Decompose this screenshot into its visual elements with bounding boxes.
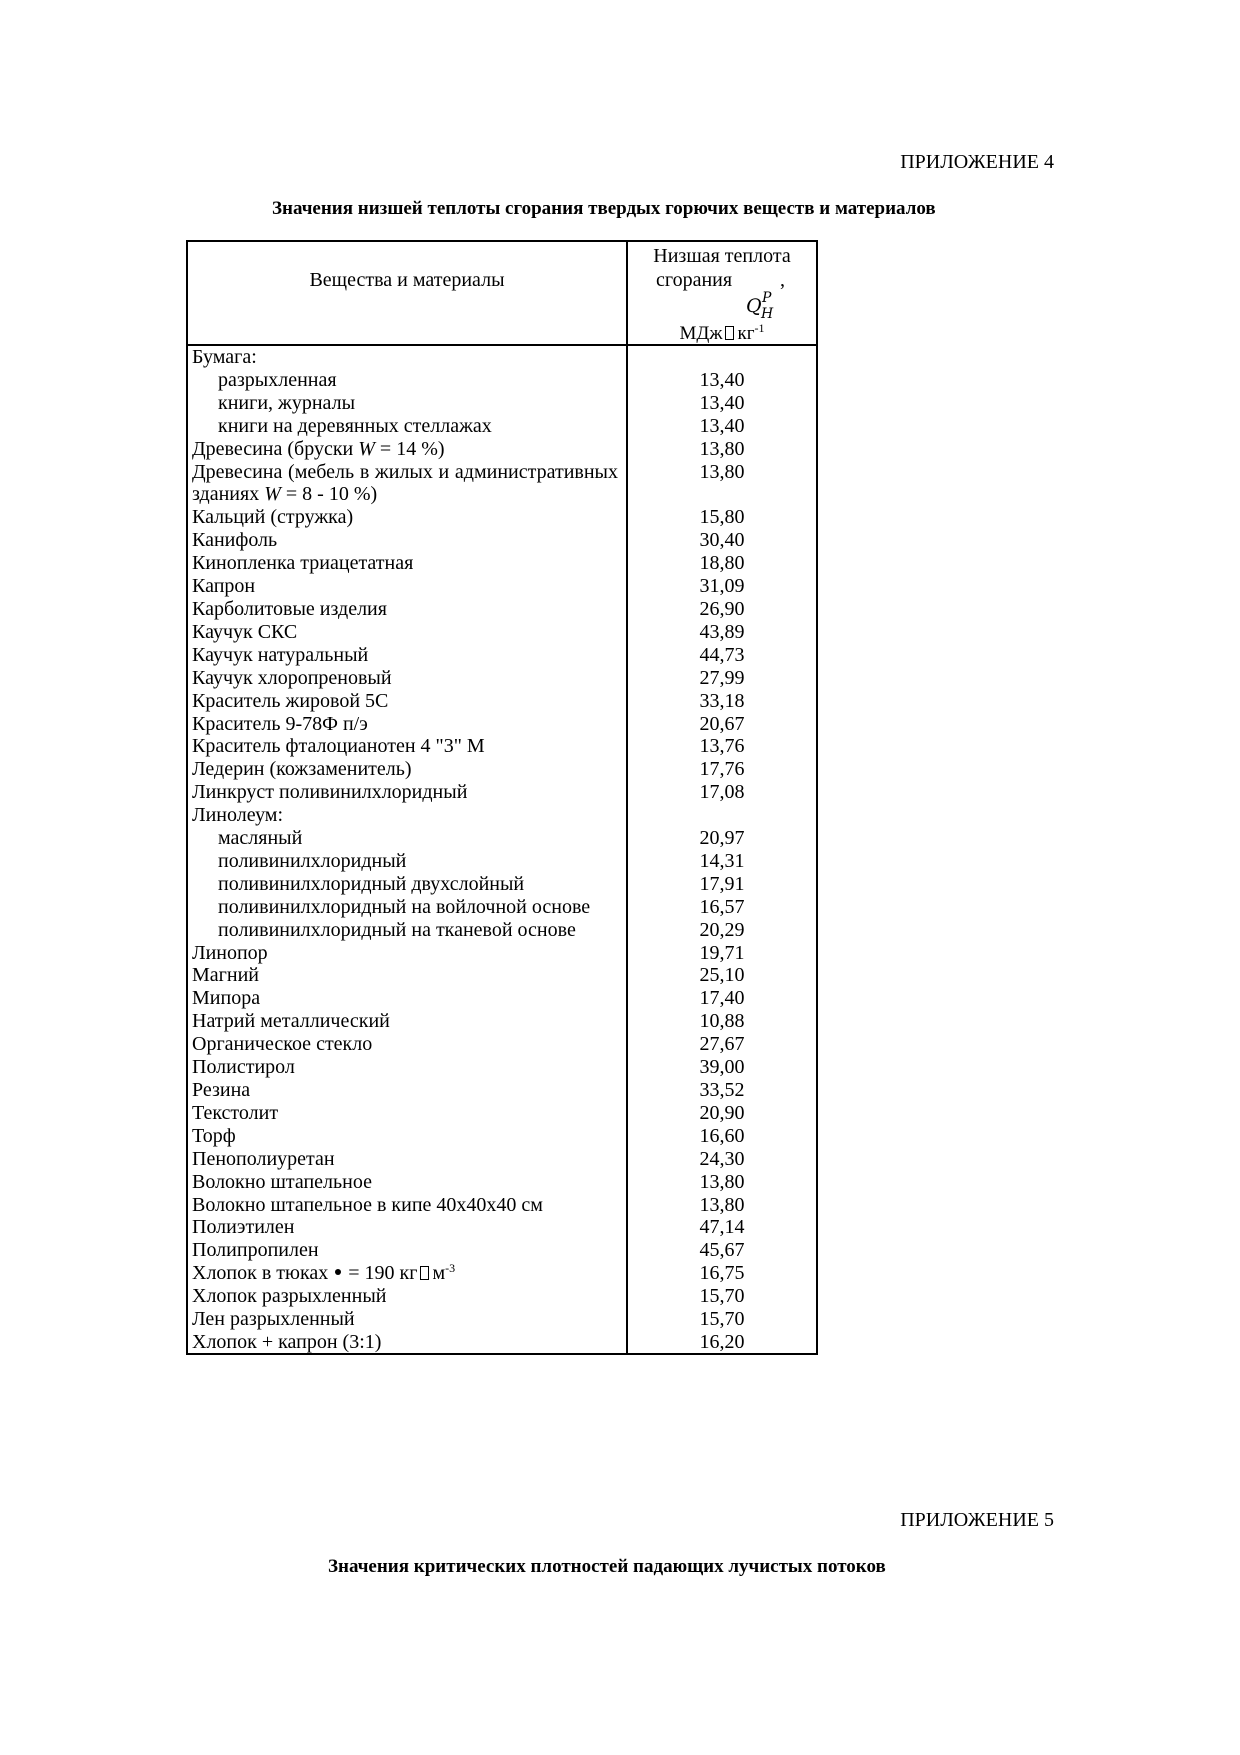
heat-value: 13,80	[699, 1170, 745, 1193]
header-heat-value	[628, 244, 816, 346]
heat-value: 13,80	[699, 437, 745, 460]
table-row	[188, 1010, 816, 1033]
material-name: Краситель 9-78Ф п/э	[192, 712, 368, 735]
unit-part: м	[432, 1262, 446, 1285]
heat-of-combustion-table	[186, 240, 818, 1355]
material-name: Полипропилен	[192, 1239, 319, 1262]
heat-value: 16,75	[699, 1262, 745, 1285]
table-row	[188, 1056, 816, 1079]
material-name: разрыхленная	[218, 368, 337, 391]
table-row	[188, 1262, 816, 1285]
table-row	[188, 461, 816, 507]
table-row	[188, 1171, 816, 1194]
material-name: Бумага:	[192, 346, 257, 368]
material-name: Текстолит	[192, 1101, 279, 1124]
header-unit	[628, 322, 816, 346]
material-name: Резина	[192, 1079, 251, 1101]
table-row	[188, 942, 816, 965]
heat-value: 15,70	[699, 1285, 745, 1308]
heat-value: 39,00	[699, 1056, 745, 1079]
heat-value: 30,40	[699, 529, 745, 552]
heat-value: 31,09	[699, 575, 745, 598]
material-name: Ледерин (кожзаменитель)	[192, 758, 412, 781]
material-name: поливинилхлоридный на тканевой основе	[218, 918, 576, 941]
table-row	[188, 529, 816, 552]
table-row	[188, 1079, 816, 1102]
heat-value: 16,60	[699, 1124, 745, 1147]
material-name-part: Древесина (бруски	[192, 437, 359, 460]
table-row	[188, 1194, 816, 1217]
material-name: поливинилхлоридный двухслойный	[218, 872, 525, 895]
heat-value: 15,70	[699, 1308, 745, 1331]
heat-symbol	[628, 292, 816, 322]
heat-value: 13,80	[699, 1193, 745, 1216]
table-header	[188, 242, 816, 346]
heat-value: 20,97	[699, 827, 745, 850]
material-name-part: Древесина (мебель в жилых и административных зданиях	[192, 460, 618, 506]
heat-value: 27,99	[699, 666, 745, 689]
material-name-part: Хлопок в тюках	[192, 1262, 334, 1285]
table-row	[188, 896, 816, 919]
heat-value: 33,18	[699, 689, 745, 712]
table-row	[188, 598, 816, 621]
material-name: Пенополиуретан	[192, 1147, 335, 1170]
table-row	[188, 1033, 816, 1056]
table-row	[188, 506, 816, 529]
material-name: Каучук хлоропреновый	[192, 666, 392, 689]
heat-value: 20,67	[699, 712, 745, 735]
material-name: Линкруст поливинилхлоридный	[192, 781, 468, 804]
unit-exp: -1	[754, 321, 765, 335]
table-row	[188, 438, 816, 461]
table-row	[188, 1331, 816, 1354]
table-row	[188, 621, 816, 644]
material-name: Карболитовые изделия	[192, 597, 387, 620]
table-row	[188, 781, 816, 804]
heat-value: 47,14	[699, 1216, 745, 1239]
material-name	[188, 438, 618, 461]
table-row	[188, 850, 816, 873]
material-name: Кинопленка триацетатная	[192, 552, 414, 575]
material-name: Полиэтилен	[192, 1216, 295, 1239]
appendix-4-title: Значения низшей теплоты сгорания твердых горючих веществ и материалов	[272, 198, 936, 219]
heat-value: 44,73	[699, 643, 745, 666]
heat-value: 45,67	[699, 1239, 745, 1262]
material-name: Каучук натуральный	[192, 643, 369, 666]
material-name: книги на деревянных стеллажах	[218, 414, 492, 437]
material-name: Линолеум:	[192, 804, 284, 827]
heat-value: 16,20	[699, 1330, 745, 1353]
heat-value: 15,80	[699, 506, 745, 529]
heat-value: 10,88	[699, 1010, 745, 1033]
table-row	[188, 919, 816, 942]
heat-value: 13,76	[699, 735, 745, 758]
table-row	[188, 415, 816, 438]
heat-value: 16,57	[699, 895, 745, 918]
table-row	[188, 369, 816, 392]
table-row	[188, 804, 816, 827]
missing-glyph-icon	[420, 1266, 429, 1280]
heat-value: 33,52	[699, 1079, 745, 1101]
table-body	[188, 346, 816, 1354]
heat-value: 13,40	[699, 368, 745, 391]
material-name: Кальций (стружка)	[192, 506, 354, 529]
material-name: Волокно штапельное	[192, 1170, 372, 1193]
density-symbol-icon	[335, 1269, 341, 1275]
heat-value: 26,90	[699, 597, 745, 620]
table-row	[188, 575, 816, 598]
material-name: Линопор	[192, 941, 268, 964]
table-row	[188, 346, 816, 369]
material-name-part: = 190 кг	[343, 1262, 418, 1285]
heat-value: 20,90	[699, 1101, 745, 1124]
table-row	[188, 987, 816, 1010]
material-name: Волокно штапельное в кипе 40х40х40 см	[192, 1193, 543, 1216]
heat-value: 13,40	[699, 414, 745, 437]
table-row	[188, 873, 816, 896]
material-name: Краситель жировой 5С	[192, 689, 389, 712]
material-name: Лен разрыхленный	[192, 1308, 355, 1331]
material-name	[188, 1262, 618, 1285]
heat-value: 19,71	[699, 941, 745, 964]
table-row	[188, 758, 816, 781]
table-row	[188, 644, 816, 667]
table-row	[188, 1148, 816, 1171]
heat-value: 24,30	[699, 1147, 745, 1170]
table-row	[188, 1216, 816, 1239]
appendix-4-label: ПРИЛОЖЕНИЕ 4	[900, 151, 1054, 173]
material-name: Капрон	[192, 575, 256, 598]
heat-value: 13,80	[699, 460, 745, 483]
header-heat-line1: Низшая теплота	[653, 245, 791, 267]
header-comma: ,	[780, 269, 785, 291]
material-name: Каучук СКС	[192, 620, 298, 643]
heat-value: 17,91	[699, 872, 745, 895]
heat-symbol-sub: H	[761, 306, 774, 322]
heat-symbol-main: Q	[746, 295, 762, 317]
table-row	[188, 1125, 816, 1148]
heat-symbol-sup: P	[762, 290, 772, 306]
material-name: Магний	[192, 964, 259, 987]
table-row	[188, 827, 816, 850]
table-row	[188, 1285, 816, 1308]
header-materials: Вещества и материалы	[309, 269, 505, 291]
material-name: Хлопок + капрон (3:1)	[192, 1330, 382, 1353]
material-name: Хлопок разрыхленный	[192, 1285, 387, 1308]
header-heat-line2	[628, 268, 816, 292]
material-name: Органическое стекло	[192, 1033, 373, 1056]
material-name: Мипора	[192, 987, 261, 1010]
material-name: Натрий металлический	[192, 1010, 390, 1033]
material-name: масляный	[218, 827, 303, 850]
material-name-part: = 8 - 10 %)	[280, 483, 378, 506]
material-name	[188, 461, 618, 507]
material-name: книги, журналы	[218, 391, 356, 414]
table-row	[188, 667, 816, 690]
material-name: Канифоль	[192, 529, 278, 552]
heat-value: 13,40	[699, 391, 745, 414]
unit-exponent: -3	[445, 1261, 456, 1276]
appendix-5-label: ПРИЛОЖЕНИЕ 5	[900, 1509, 1054, 1531]
heat-value: 14,31	[699, 849, 745, 872]
table-row	[188, 552, 816, 575]
heat-value: 17,08	[699, 781, 745, 804]
moisture-variable: W	[264, 483, 281, 506]
heat-value: 27,67	[699, 1033, 745, 1056]
material-name-part: = 14 %)	[374, 437, 445, 460]
heat-value: 17,40	[699, 987, 745, 1010]
material-name: Торф	[192, 1124, 236, 1147]
unit-right: кг	[737, 323, 755, 344]
material-name: Краситель фталоцианотен 4 "3" М	[192, 735, 485, 758]
material-name: поливинилхлоридный на войлочной основе	[218, 895, 591, 918]
heat-value: 43,89	[699, 620, 745, 643]
table-row	[188, 735, 816, 758]
material-name: поливинилхлоридный	[218, 849, 407, 872]
appendix-5-title: Значения критических плотностей падающих лучистых потоков	[328, 1556, 886, 1577]
heat-value: 17,76	[699, 758, 745, 781]
unit-left: МДж	[679, 323, 723, 344]
heat-value: 25,10	[699, 964, 745, 987]
table-row	[188, 392, 816, 415]
header-heat-word: сгорания	[656, 269, 733, 291]
material-name: Полистирол	[192, 1056, 295, 1079]
heat-value: 20,29	[699, 918, 745, 941]
heat-value: 18,80	[699, 552, 745, 575]
table-row	[188, 1308, 816, 1331]
table-row	[188, 713, 816, 736]
table-row	[188, 964, 816, 987]
moisture-variable: W	[358, 437, 375, 460]
missing-glyph-icon	[725, 326, 734, 340]
table-row	[188, 1102, 816, 1125]
table-row	[188, 1239, 816, 1262]
table-row	[188, 690, 816, 713]
